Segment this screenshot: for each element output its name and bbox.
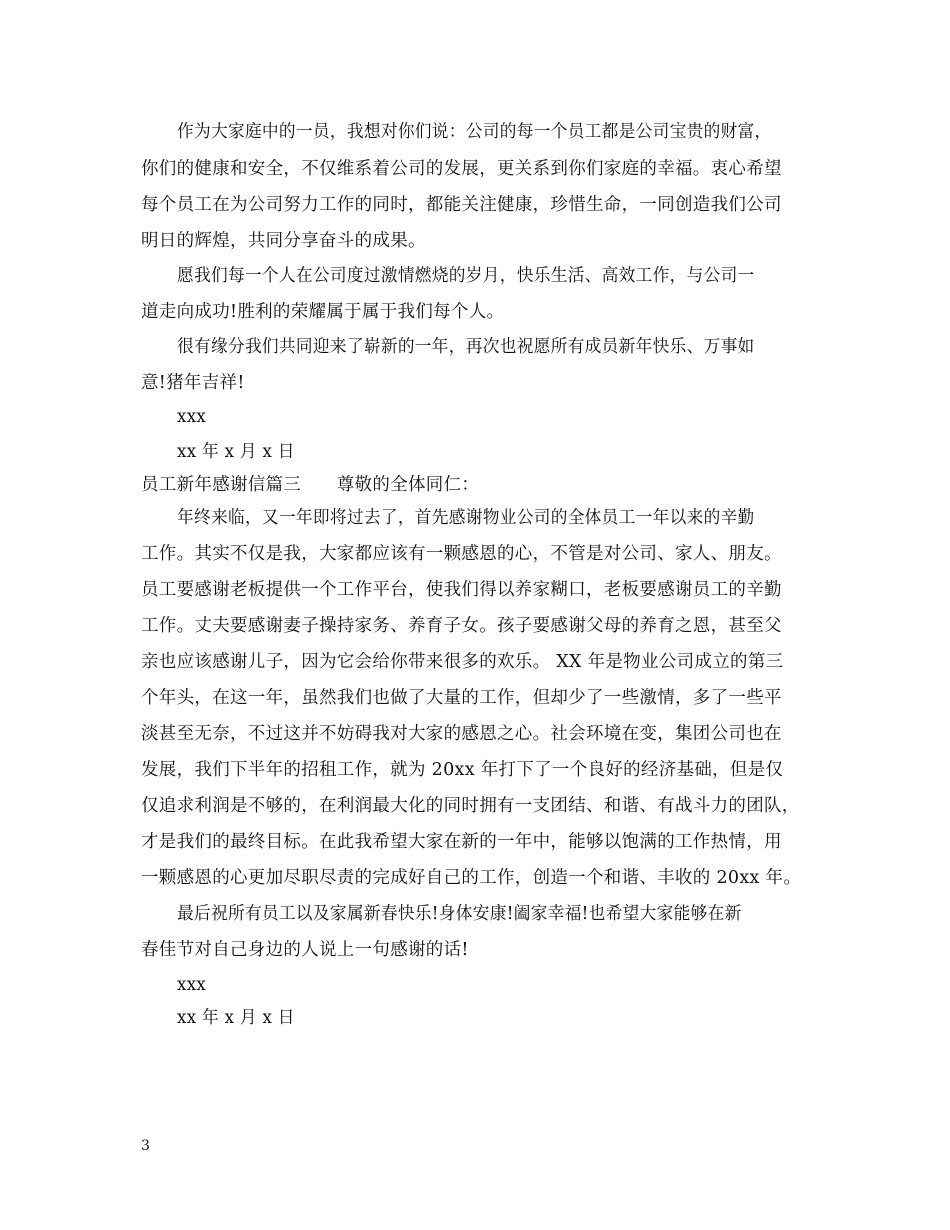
text-line: 道走向成功!胜利的荣耀属于属于我们每个人。 (141, 302, 505, 322)
text-line: 员工要感谢老板提供一个工作平台，使我们得以养家糊口，老板要感谢员工的辛勤 (141, 580, 782, 600)
date-line: xx 年 x 月 x 日 (177, 1008, 295, 1028)
signature: xxx (177, 975, 207, 995)
section-heading: 员工新年感谢信篇三 尊敬的全体同仁： (141, 475, 480, 495)
text-line: 仅追求利润是不够的，在利润最大化的同时拥有一支团结、和谐、有战斗力的团队， (141, 796, 800, 816)
text-line: 作为大家庭中的一员，我想对你们说：公司的每一个员工都是公司宝贵的财富， (177, 122, 772, 142)
text-line: 明日的辉煌，共同分享奋斗的成果。 (141, 231, 426, 251)
text-line: 年终来临，又一年即将过去了，首先感谢物业公司的全体员工一年以来的辛勤 (177, 508, 755, 528)
text-line: 一颗感恩的心更加尽职尽责的完成好自己的工作，创造一个和谐、丰收的 20xx 年。 (141, 868, 802, 888)
text-line: 淡甚至无奈，不过这并不妨碍我对大家的感恩之心。社会环境在变，集团公司也在 (141, 724, 782, 744)
text-line: 工作。丈夫要感谢妻子操持家务、养育子女。孩子要感谢父母的养育之恩，甚至父 (141, 616, 782, 636)
text-line: 很有缘分我们共同迎来了崭新的一年，再次也祝愿所有成员新年快乐、万事如 (177, 337, 755, 357)
text-line: 才是我们的最终目标。在此我希望大家在新的一年中，能够以饱满的工作热情，用 (141, 832, 782, 852)
signature: xxx (177, 407, 207, 427)
text-line: 个年头，在这一年，虽然我们也做了大量的工作，但却少了一些激情，多了一些平 (141, 688, 782, 708)
text-line: 最后祝所有员工以及家属新春快乐!身体安康!阖家幸福!也希望大家能够在新 (177, 904, 742, 924)
text-line: 每个员工在为公司努力工作的同时，都能关注健康，珍惜生命，一同创造我们公司 (141, 195, 782, 215)
text-line: 愿我们每一个人在公司度过激情燃烧的岁月，快乐生活、高效工作，与公司一 (177, 266, 755, 286)
date-line: xx 年 x 月 x 日 (177, 442, 295, 462)
text-line: 工作。其实不仅是我，大家都应该有一颗感恩的心，不管是对公司、家人、朋友。 (141, 544, 782, 564)
text-line: 亲也应该感谢儿子，因为它会给你带来很多的欢乐。 XX 年是物业公司成立的第三 (141, 652, 784, 672)
page-number: 3 (141, 1138, 150, 1154)
text-line: 发展，我们下半年的招租工作，就为 20xx 年打下了一个良好的经济基础，但是仅 (141, 760, 784, 780)
text-line: 意!猪年吉祥! (141, 373, 245, 393)
text-line: 春佳节对自己身边的人说上一句感谢的话! (141, 940, 469, 960)
text-line: 你们的健康和安全，不仅维系着公司的发展，更关系到你们家庭的幸福。衷心希望 (141, 159, 782, 179)
